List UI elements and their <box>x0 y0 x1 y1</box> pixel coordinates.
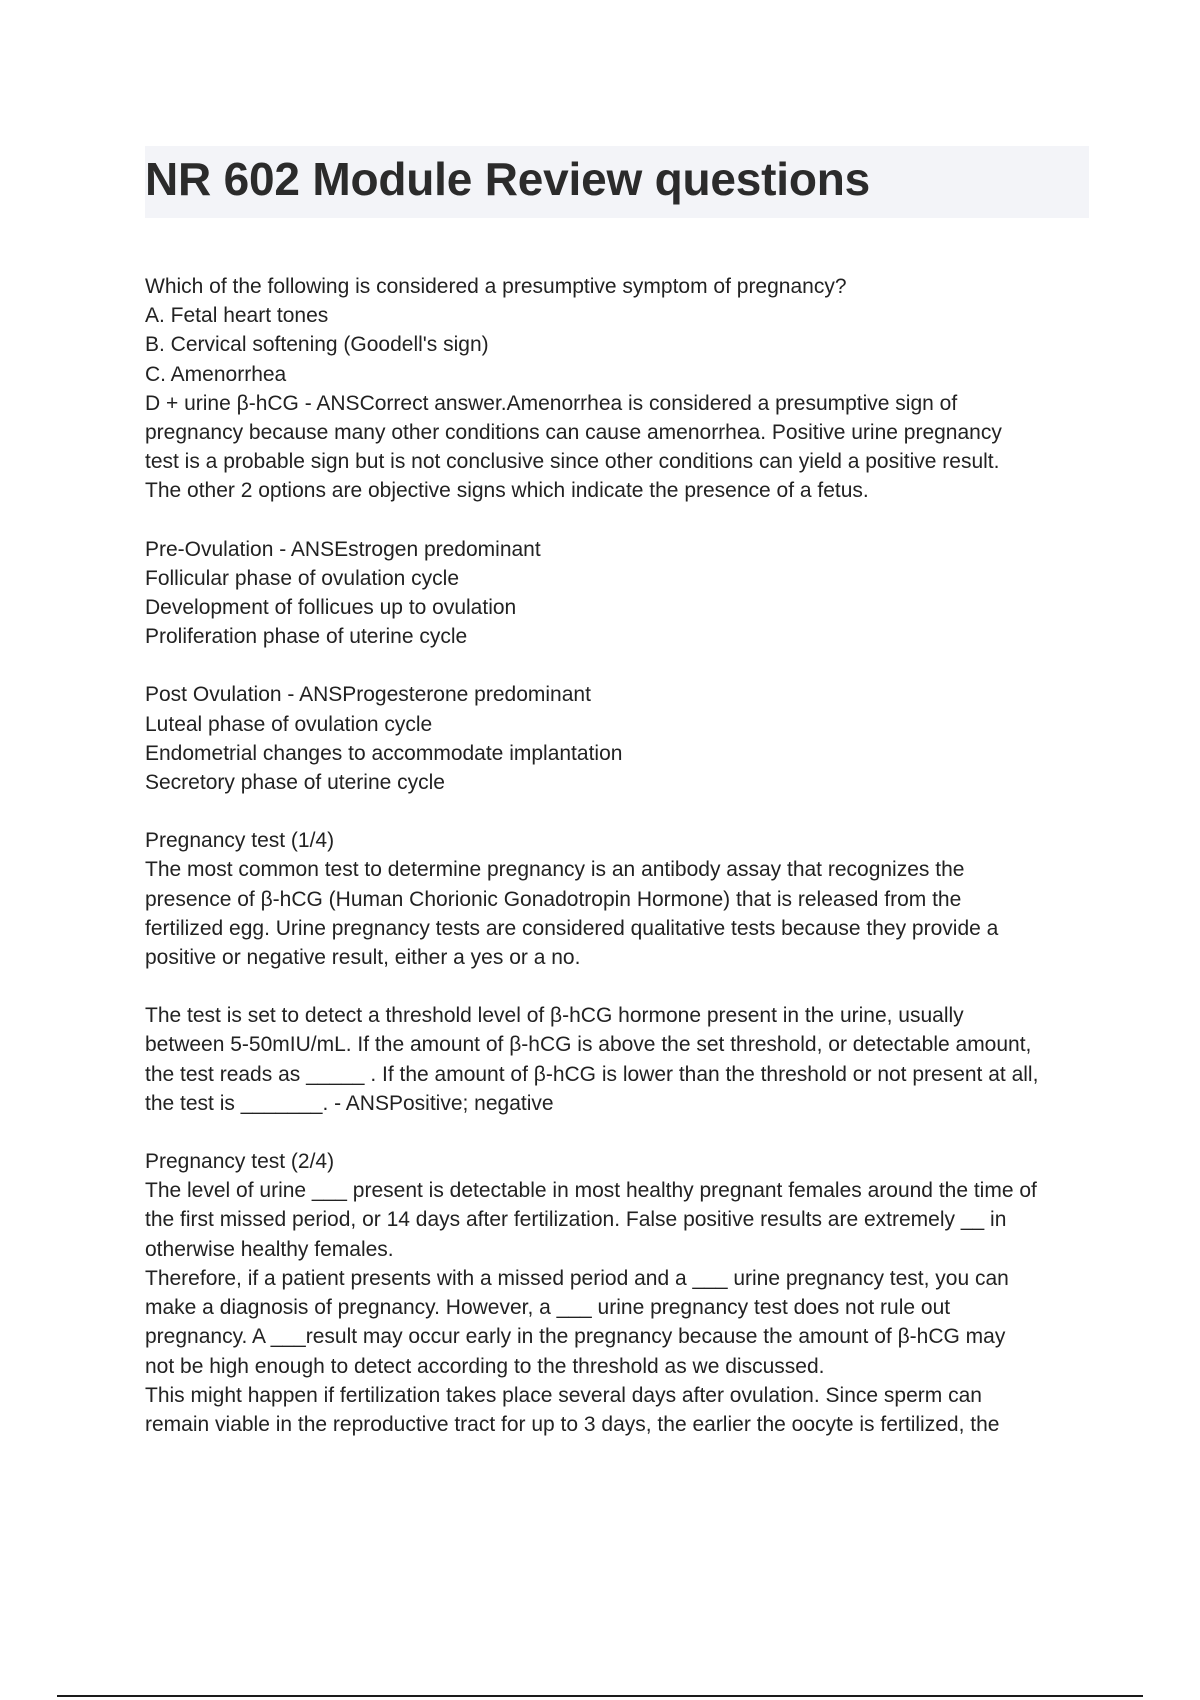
title-banner <box>145 146 1089 218</box>
text-line: otherwise healthy females. <box>145 1237 394 1261</box>
text-line: the first missed period, or 14 days after fertilization. False positive results are extremely __ in <box>145 1208 1007 1232</box>
text-line: Secretory phase of uterine cycle <box>145 771 445 795</box>
text-line: D + urine β-hCG - ANSCorrect answer.Amenorrhea is considered a presumptive sign of <box>145 391 958 415</box>
text-line: Pre-Ovulation - ANSEstrogen predominant <box>145 537 541 561</box>
text-line: Endometrial changes to accommodate implantation <box>145 741 623 765</box>
text-line: the test reads as _____ . If the amount of β-hCG is lower than the threshold or not present at all, <box>145 1062 1039 1086</box>
text-line: positive or negative result, either a yes or a no. <box>145 946 581 970</box>
text-line: the test is _______. - ANSPositive; negative <box>145 1091 554 1115</box>
text-line: A. Fetal heart tones <box>145 304 329 328</box>
footer-divider <box>57 1695 1143 1697</box>
text-line: test is a probable sign but is not conclusive since other conditions can yield a positive result. <box>145 450 1000 474</box>
text-line: Pregnancy test (2/4) <box>145 1150 335 1174</box>
text-line: fertilized egg. Urine pregnancy tests are considered qualitative tests because they provide a <box>145 916 999 940</box>
text-line: between 5-50mIU/mL. If the amount of β-hCG is above the set threshold, or detectable amount, <box>145 1033 1032 1057</box>
question-threshold-level <box>145 1001 1095 1118</box>
text-line: B. Cervical softening (Goodell's sign) <box>145 333 489 357</box>
text-line: remain viable in the reproductive tract for up to 3 days, the earlier the oocyte is fertilized, the <box>145 1412 1000 1436</box>
text-line: not be high enough to detect according to the threshold as we discussed. <box>145 1354 825 1378</box>
text-line: The other 2 options are objective signs which indicate the presence of a fetus. <box>145 479 869 503</box>
text-line: The most common test to determine pregnancy is an antibody assay that recognizes the <box>145 858 965 882</box>
text-line: Development of follicues up to ovulation <box>145 596 517 620</box>
text-line: Therefore, if a patient presents with a missed period and a ___ urine pregnancy test, you can <box>145 1266 1009 1290</box>
text-line: make a diagnosis of pregnancy. However, a ___ urine pregnancy test does not rule out <box>145 1296 951 1320</box>
section-pregnancy-test-1 <box>145 826 1095 972</box>
text-line: C. Amenorrhea <box>145 362 287 386</box>
question-post-ovulation <box>145 680 1095 797</box>
document-body <box>145 272 1095 1468</box>
text-line: Follicular phase of ovulation cycle <box>145 566 459 590</box>
text-line: This might happen if fertilization takes place several days after ovulation. Since sperm can <box>145 1383 982 1407</box>
text-line: Post Ovulation - ANSProgesterone predominant <box>145 683 591 707</box>
question-pre-ovulation <box>145 535 1095 652</box>
text-line: pregnancy. A ___result may occur early in the pregnancy because the amount of β-hCG may <box>145 1325 1006 1349</box>
question-presumptive-symptom <box>145 272 1095 506</box>
text-line: The level of urine ___ present is detectable in most healthy pregnant females around the time of <box>145 1179 1037 1203</box>
text-line: Proliferation phase of uterine cycle <box>145 625 468 649</box>
page-title: NR 602 Module Review questions <box>145 153 871 205</box>
text-line: Which of the following is considered a presumptive symptom of pregnancy? <box>145 275 847 298</box>
text-line: pregnancy because many other conditions can cause amenorrhea. Positive urine pregnancy <box>145 421 1002 445</box>
text-line: presence of β-hCG (Human Chorionic Gonadotropin Hormone) that is released from the <box>145 887 962 911</box>
text-line: The test is set to detect a threshold level of β-hCG hormone present in the urine, usually <box>145 1004 964 1028</box>
text-line: Luteal phase of ovulation cycle <box>145 712 433 736</box>
section-pregnancy-test-2 <box>145 1147 1095 1439</box>
text-line: Pregnancy test (1/4) <box>145 829 335 853</box>
